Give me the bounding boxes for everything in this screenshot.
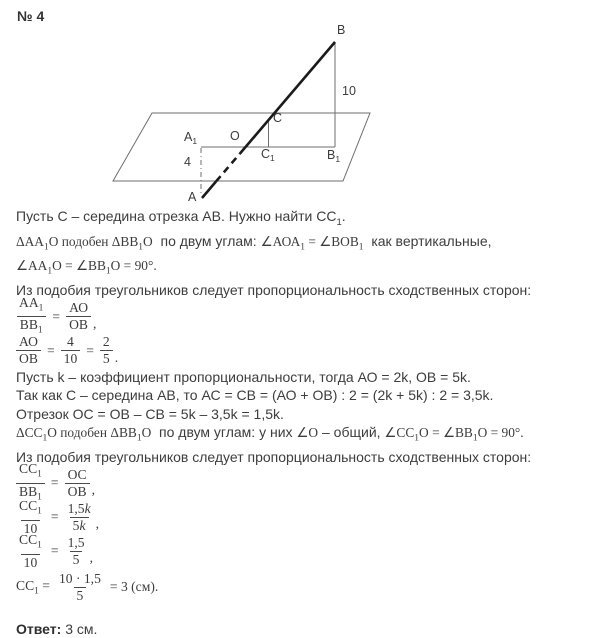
- answer-value: 3 см.: [65, 621, 98, 638]
- solution-text: [16, 207, 594, 638]
- solution-line-2: $\Delta АА_1О$ подобен $\Delta ВВ_1О$ по двум углам: $\angle АОА_1$ = $\angle ВОВ_1$ как вертикальные,: [16, 233, 492, 253]
- fraction: $\frac{4}{10}$: [61, 335, 81, 366]
- line-ab-hidden-dashed: [216, 154, 240, 182]
- solution-line-4: Из подобия треугольников следует пропорциональность сходственных сторон:: [16, 282, 532, 299]
- line-ab-below-plane: [202, 182, 216, 199]
- label-point-c1: $C_1$: [261, 147, 275, 163]
- math-fragment: $\angle АОА_1$ = $\angle ВОВ_1$: [260, 234, 364, 253]
- math-fragment: $\angle СС_1О$ = $\angle ВВ_1О = 90^\circ$.: [384, 424, 524, 444]
- equation-3: $\frac{СС_1}{ВВ_1}$ = $\frac{ОС}{ОВ}$ ,: [16, 466, 594, 500]
- fraction: $\frac{СС_1}{10}$: [19, 532, 42, 570]
- solution-line-5: Пусть k – коэффициент пропорциональности, тогда АО = 2k, ОВ = 5k.: [16, 368, 471, 385]
- fraction: $\frac{2}{5}$: [100, 335, 113, 366]
- fraction: $\frac{1,5}{5}$: [67, 534, 85, 567]
- fraction: $\frac{СС_1}{ВВ_1}$: [16, 462, 45, 504]
- fraction: $\frac{1,5k}{5k}$: [67, 500, 91, 533]
- label-point-a1: $A_1$: [184, 130, 198, 146]
- solution-line-9: Из подобия треугольников следует пропорциональность сходственных сторон:: [16, 449, 532, 466]
- fraction: $\frac{АО}{ОВ}$: [66, 301, 91, 332]
- equation-4: $\frac{СС_1}{10}$ = $\frac{1,5k}{5k}$ ,: [16, 500, 594, 534]
- fraction: $\frac{10 \cdot 1,5}{5}$: [58, 570, 101, 603]
- solution-line-8: $\Delta СС_1О$ подобен $\Delta ВВ_1О$ по двум углам: у них ∠О – общий, $\angle СС_1О$ = $\angle ВВ_1О = 90^\circ$.: [16, 423, 524, 444]
- solution-line-3: $\angle АА_1О$ = $\angle ВВ_1О = 90^\circ$.: [16, 258, 157, 277]
- line-ab-above-plane: [240, 42, 335, 154]
- diagram-drawing: [0, 0, 600, 206]
- label-point-o: O: [230, 129, 240, 143]
- answer-line: [16, 620, 594, 638]
- fraction: $\frac{ОС}{ОВ}$: [65, 468, 90, 499]
- math-fragment: ∠О: [296, 424, 319, 440]
- label-point-a: A: [188, 190, 197, 204]
- problem-number: № 4: [17, 8, 45, 24]
- math-fragment: $\Delta СС_1О$ подобен $\Delta ВВ_1О$: [16, 424, 152, 444]
- label-point-c: C: [273, 111, 283, 125]
- solution-line-6: Так как С – середина АВ, то АС = СВ = (АО + ОВ) : 2 = (2k + 5k) : 2 = 3,5k.: [16, 387, 494, 404]
- geometry-diagram: [0, 0, 600, 206]
- solution-line-1: Пусть С – середина отрезка АВ. Нужно найти $СС_1$.: [16, 208, 346, 228]
- label-length-10: 10: [342, 84, 356, 98]
- equation-2: $\frac{АО}{ОВ}$ = $\frac{4}{10}$ = $\frac{2}{5}$ .: [16, 334, 594, 368]
- fraction: $\frac{АА_1}{ВВ_1}$: [16, 296, 46, 338]
- equation-1: $\frac{АА_1}{ВВ_1}$ = $\frac{АО}{ОВ}$ ,: [16, 300, 594, 334]
- label-point-b1: $B_1$: [327, 148, 341, 164]
- fraction: $\frac{АО}{ОВ}$: [16, 335, 41, 366]
- label-length-4: 4: [184, 155, 191, 169]
- solution-line-7: Отрезок ОС = ОВ – СВ = 5k – 3,5k = 1,5k.: [16, 405, 284, 422]
- label-point-b: B: [337, 23, 346, 37]
- equation-5: $\frac{СС_1}{10}$ = $\frac{1,5}{5}$ ,: [16, 534, 594, 568]
- math-fragment: $\Delta АА_1О$ подобен $\Delta ВВ_1О$: [16, 234, 153, 253]
- fraction: $\frac{СС_1}{10}$: [19, 498, 42, 536]
- answer-label: Ответ:: [16, 621, 62, 638]
- equation-6: $СС_1$ = $\frac{10 \cdot 1,5}{5}$ = 3 (см).: [16, 570, 159, 603]
